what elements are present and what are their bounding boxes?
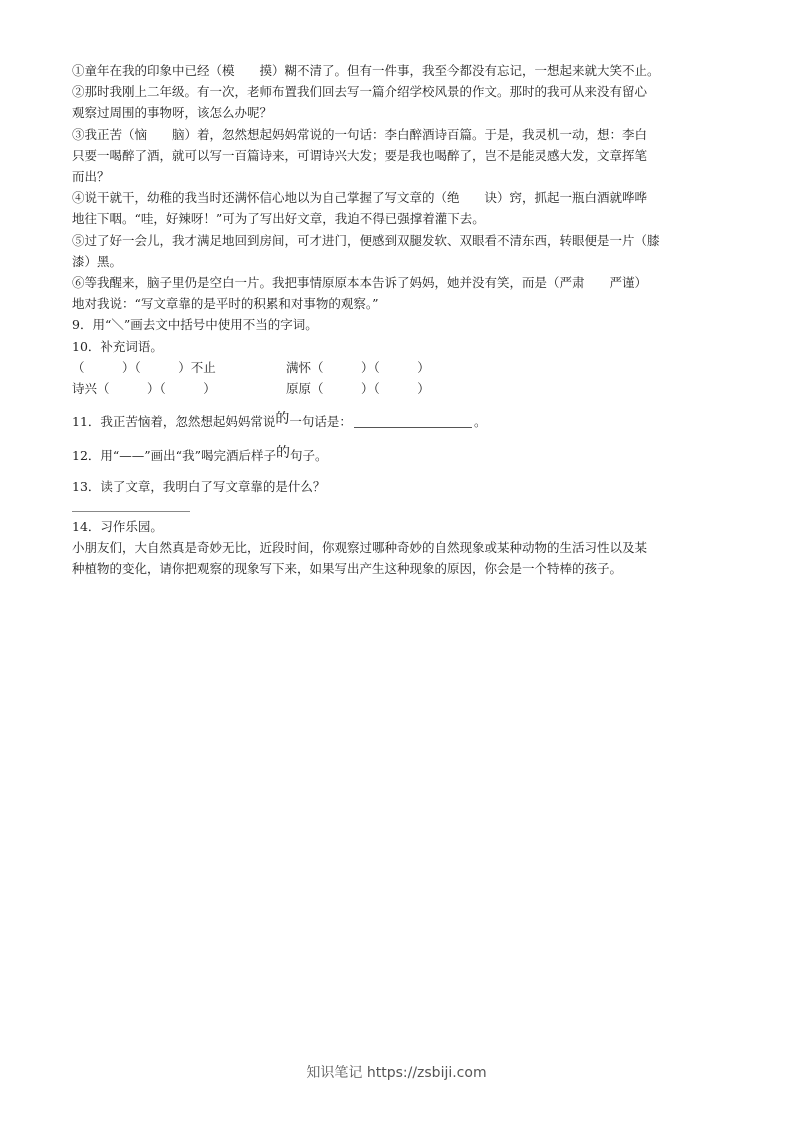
answer-blank[interactable] bbox=[354, 413, 472, 428]
reading-passage bbox=[72, 60, 732, 314]
word-fill-item[interactable]: 满怀（ ）（ ） bbox=[286, 359, 430, 375]
worksheet-page bbox=[72, 60, 732, 579]
word-fill-item[interactable]: （ ）（ ）不止 bbox=[72, 359, 216, 375]
word-fill-row bbox=[72, 378, 732, 399]
question-14-label: 14．习作乐园。 bbox=[72, 518, 163, 534]
question-12 bbox=[72, 445, 732, 467]
question-12-de: 的 bbox=[275, 445, 290, 462]
passage-line: 地往下咽。“哇，好辣呀！”可为了写出好文章，我迫不得已强撑着灌下去。 bbox=[72, 211, 485, 227]
question-12-text: 12．用“——”画出“我”喝完酒后样子 bbox=[72, 448, 276, 464]
question-11-text-end: 一句话是： bbox=[289, 414, 352, 430]
answer-line[interactable] bbox=[72, 511, 190, 512]
passage-line: ⑥等我醒来，脑子里仍是空白一片。我把事情原原本本告诉了妈妈，她并没有笑，而是（严肃 严谨） bbox=[72, 275, 648, 291]
question-11-period: 。 bbox=[473, 414, 487, 430]
question-11-de: 的 bbox=[275, 411, 290, 428]
question-14-prompt: 小朋友们，大自然真是奇妙无比，近段时间，你观察过哪种奇妙的自然现象或某种动物的生活习性以及某 bbox=[72, 540, 648, 556]
passage-line: ⑤过了好一会儿，我才满足地回到房间，可才进门，便感到双腿发软、双眼看不清东西，转眼便是一片（膝 bbox=[72, 232, 660, 248]
word-fill-item[interactable]: 原原（ ）（ ） bbox=[286, 381, 430, 397]
question-13: 13．读了文章，我明白了写文章靠的是什么？ bbox=[72, 478, 326, 494]
passage-line: 地对我说：“写文章靠的是平时的积累和对事物的观察。” bbox=[72, 296, 379, 312]
passage-line: ①童年在我的印象中已经（模 摸）糊不清了。但有一件事，我至今都没有忘记，一想起来就大笑不止。 bbox=[72, 63, 660, 78]
passage-line: 观察过周围的事物呀，该怎么办呢？ bbox=[72, 105, 273, 121]
question-10-label: 10．补充词语。 bbox=[72, 338, 163, 354]
passage-line: ④说干就干，幼稚的我当时还满怀信心地以为自己掌握了写文章的（绝 诀）窍，抓起一瓶白酒就哗哗 bbox=[72, 190, 648, 206]
passage-line: 只要一喝醉了酒，就可以写一百篇诗来，可谓诗兴大发；要是我也喝醉了，岂不是能灵感大发，文章挥笔 bbox=[72, 147, 648, 163]
question-12-text-end: 句子。 bbox=[289, 448, 328, 464]
question-11-text: 11．我正苦恼着，忽然想起妈妈常说 bbox=[72, 414, 276, 430]
passage-line: 漆）黑。 bbox=[72, 253, 123, 269]
passage-line: ②那时我刚上二年级。有一次，老师布置我们回去写一篇介绍学校风景的作文。那时的我可从来没有留心 bbox=[72, 84, 648, 100]
question-14-prompt: 种植物的变化，请你把观察的现象写下来，如果写出产生这种现象的原因，你会是一个特棒的孩子。 bbox=[72, 561, 623, 577]
question-11 bbox=[72, 411, 732, 433]
question-10 bbox=[72, 336, 732, 400]
word-fill-item[interactable]: 诗兴（ ）（ ） bbox=[72, 381, 216, 397]
site-watermark: 知识笔记 https://zsbiji.com bbox=[306, 1065, 487, 1081]
word-fill-row bbox=[72, 357, 732, 378]
passage-line: ③我正苦（恼 脑）着，忽然想起妈妈常说的一句话：李白醉酒诗百篇。于是，我灵机一动，想：李白 bbox=[72, 126, 648, 142]
passage-line: 而出？ bbox=[72, 169, 110, 185]
question-9: 9．用“＼”画去文中括号中使用不当的字词。 bbox=[72, 317, 318, 333]
